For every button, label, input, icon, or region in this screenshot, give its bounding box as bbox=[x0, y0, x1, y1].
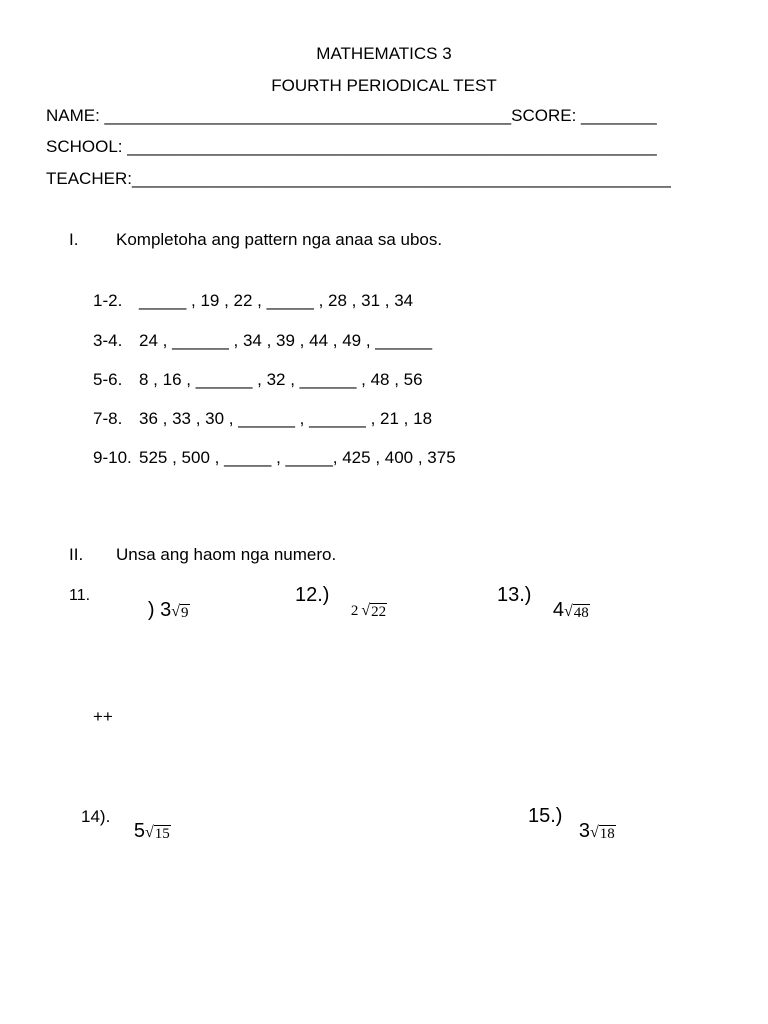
question-15-expression bbox=[570, 805, 616, 842]
question-14-label: 14). bbox=[81, 807, 111, 826]
item-number: 9-10. bbox=[93, 448, 132, 467]
square-root-icon: √ 48 bbox=[564, 603, 589, 621]
pattern-item: 24 , ______ , 34 , 39 , 44 , 49 , ______ bbox=[139, 331, 433, 350]
pattern-item: 525 , 500 , _____ , _____, 425 , 400 , 375 bbox=[139, 448, 456, 467]
question-13-label: 13.) bbox=[497, 584, 532, 606]
part2-numeral: II. bbox=[69, 545, 84, 564]
part1-numeral: I. bbox=[69, 230, 79, 249]
question-14-expression bbox=[125, 805, 171, 842]
pattern-item: _____ , 19 , 22 , _____ , 28 , 31 , 34 bbox=[139, 291, 414, 310]
question-15-radicand: 18 bbox=[599, 826, 615, 842]
question-11-expression bbox=[139, 584, 190, 621]
square-root-icon: √ 9 bbox=[171, 603, 189, 621]
question-13-radicand: 48 bbox=[573, 605, 589, 621]
pattern-item: 8 , 16 , ______ , 32 , ______ , 48 , 56 bbox=[139, 370, 423, 389]
item-number: 1-2. bbox=[93, 291, 123, 310]
item-number: 3-4. bbox=[93, 331, 123, 350]
square-root-icon: √ 22 bbox=[361, 602, 387, 620]
question-11-coefficient: ) 3 bbox=[147, 599, 172, 621]
test-title: FOURTH PERIODICAL TEST bbox=[271, 76, 497, 95]
part2-instruction: Unsa ang haom nga numero. bbox=[116, 545, 337, 564]
question-13-expression bbox=[544, 584, 590, 621]
question-12-expression bbox=[342, 587, 387, 620]
subject-title: MATHEMATICS 3 bbox=[316, 44, 452, 63]
question-11-radicand: 9 bbox=[181, 605, 189, 621]
question-15-label: 15.) bbox=[528, 805, 563, 827]
item-number: 7-8. bbox=[93, 409, 123, 428]
question-12-coefficient: 2 bbox=[350, 603, 359, 619]
part1-instruction: Kompletoha ang pattern nga anaa sa ubos. bbox=[116, 230, 443, 249]
school-line: SCHOOL: ________________________________________________________ bbox=[46, 137, 657, 156]
pattern-item: 36 , 33 , 30 , ______ , ______ , 21 , 18 bbox=[139, 409, 433, 428]
name-score-line: NAME: ___________________________________________SCORE: ________ bbox=[46, 106, 657, 125]
question-11-label: 11. bbox=[69, 587, 91, 604]
square-root-icon: √ 18 bbox=[590, 824, 615, 842]
question-15-coefficient: 3 bbox=[578, 820, 591, 842]
question-13-coefficient: 4 bbox=[552, 599, 565, 621]
teacher-line: TEACHER:_________________________________________________________ bbox=[46, 169, 671, 188]
item-number: 5-6. bbox=[93, 370, 123, 389]
question-14-coefficient: 5 bbox=[133, 820, 146, 842]
question-12-radicand: 22 bbox=[371, 604, 387, 620]
square-root-icon: √ 15 bbox=[145, 824, 170, 842]
stray-text: ++ bbox=[93, 707, 113, 726]
question-12-label: 12.) bbox=[295, 584, 330, 606]
question-14-radicand: 15 bbox=[154, 826, 170, 842]
